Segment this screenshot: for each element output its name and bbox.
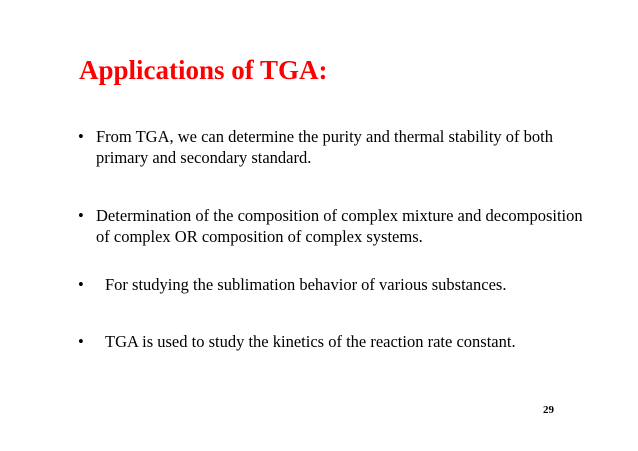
bullet-marker-icon: •: [78, 206, 84, 225]
slide-title: Applications of TGA:: [79, 55, 328, 85]
bullet-text: Determination of the composition of complex mixture and decomposition of complex OR composition of complex systems.: [96, 206, 583, 246]
bullet-item: [78, 126, 598, 168]
bullet-marker-icon: •: [78, 332, 84, 351]
bullet-text: From TGA, we can determine the purity and thermal stability of both primary and secondary standard.: [96, 127, 554, 167]
bullet-item: [78, 274, 598, 295]
bullet-marker-icon: •: [78, 275, 84, 294]
bullet-marker-icon: •: [78, 127, 84, 146]
bullet-item: [78, 331, 598, 352]
bullet-text: For studying the sublimation behavior of various substances.: [105, 275, 507, 294]
page-number: 29: [543, 404, 554, 416]
bullet-item: [78, 205, 598, 247]
bullet-text: TGA is used to study the kinetics of the reaction rate constant.: [105, 332, 516, 351]
